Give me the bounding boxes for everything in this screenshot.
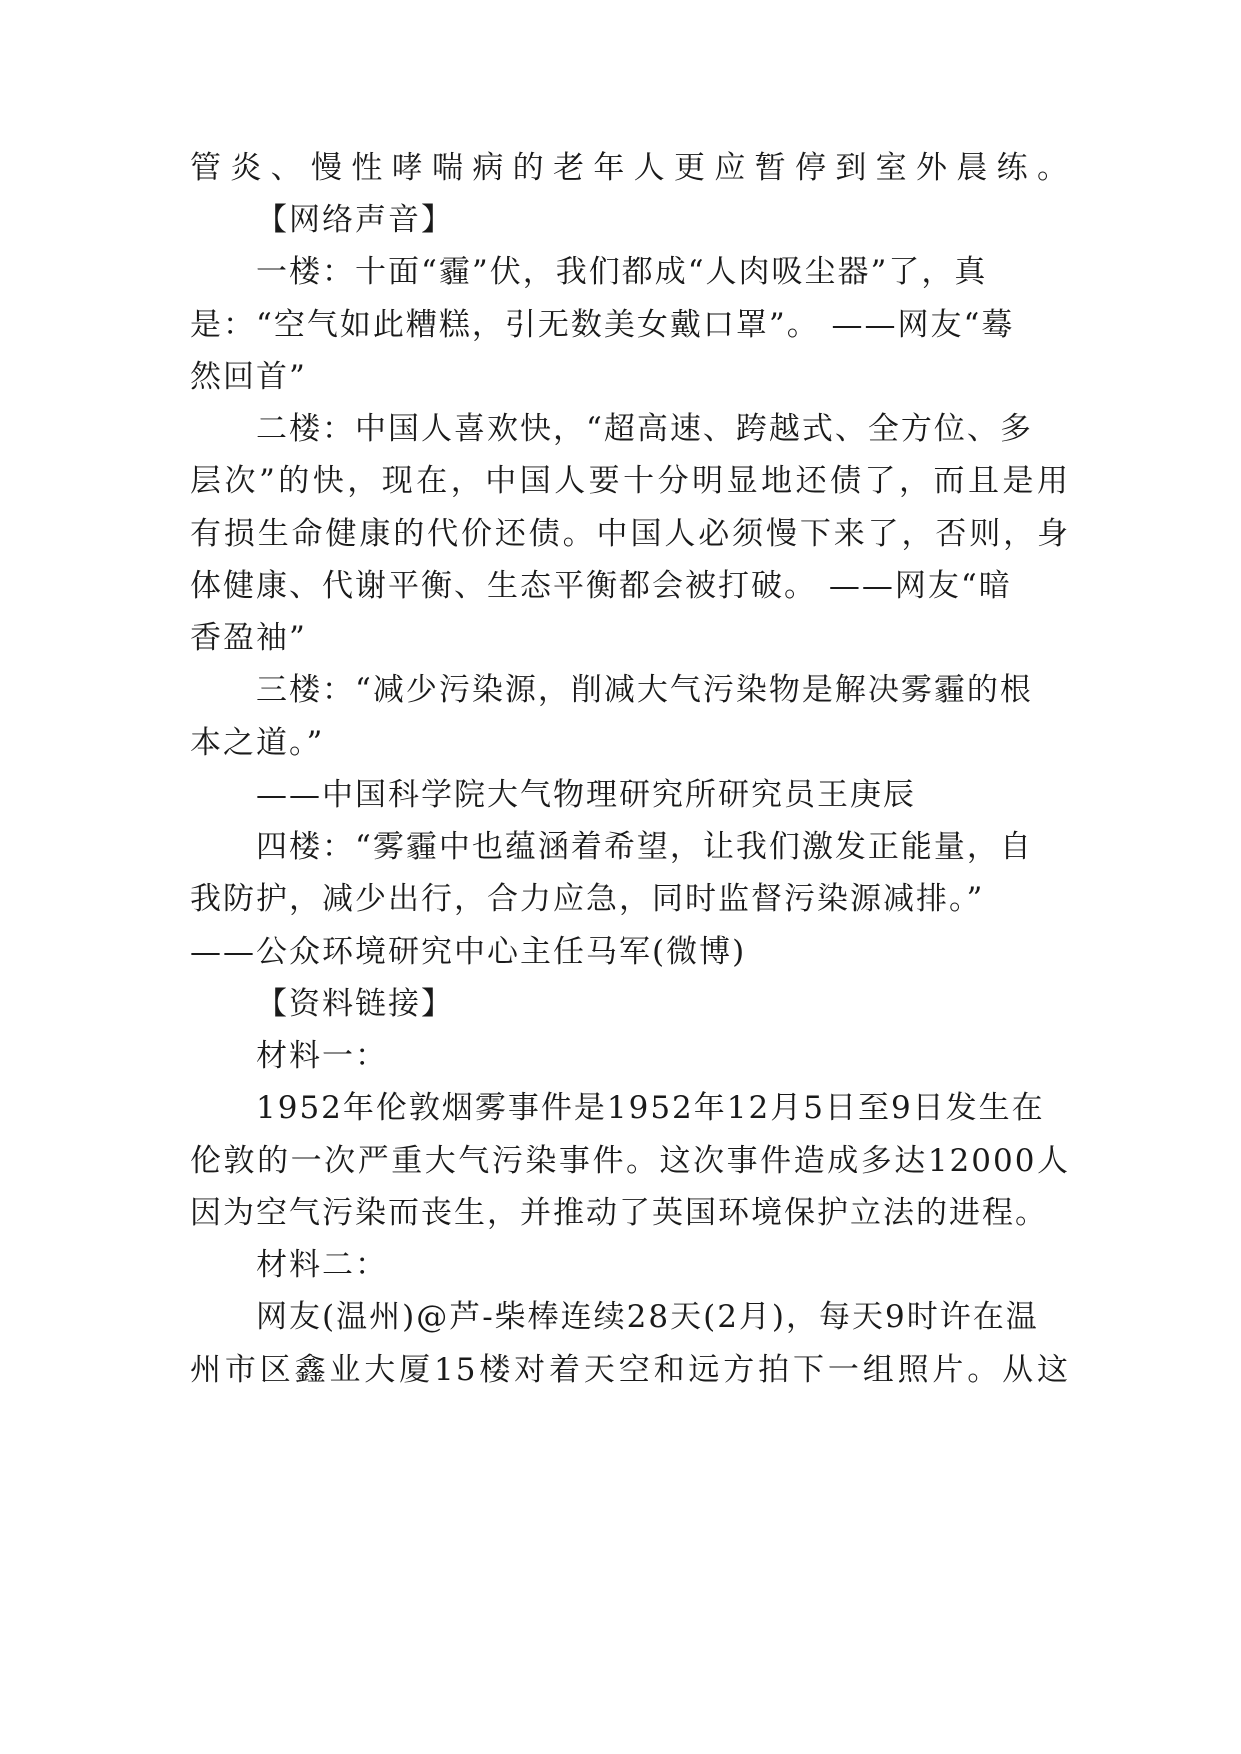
text-line: 一楼：十面“霾”伏，我们都成“人肉吸尘器”了，真 [256, 254, 988, 290]
material-label: 材料二： [256, 1247, 388, 1283]
text-line: 本之道。” [190, 725, 325, 761]
section-heading: 【网络声音】 [256, 202, 454, 238]
text-line: 网友(温州)@芦-柴棒连续28天(2月)，每天9时许在温 [256, 1299, 1039, 1335]
text-line: 四楼：“雾霾中也蕴涵着希望，让我们激发正能量，自 [256, 829, 1033, 865]
text-line: 然回首” [190, 359, 307, 395]
section-heading: 【资料链接】 [256, 986, 454, 1022]
attribution-line: ——中国科学院大气物理研究所研究员王庚辰 [256, 777, 916, 813]
text-line: 管炎、慢性哮喘病的老年人更应暂停到室外晨练。 [190, 150, 1070, 186]
attribution-line: ——公众环境研究中心主任马军(微博) [190, 934, 747, 970]
text-line: 州市区鑫业大厦15楼对着天空和远方拍下一组照片。从这 [190, 1352, 1070, 1388]
text-line: 层次”的快，现在，中国人要十分明显地还债了，而且是用 [190, 463, 1070, 499]
text-line: 香盈袖” [190, 620, 307, 656]
text-line: 有损生命健康的代价还债。中国人必须慢下来了，否则，身 [190, 516, 1070, 552]
text-line: 1952年伦敦烟雾事件是1952年12月5日至9日发生在 [256, 1090, 1045, 1126]
text-line: 因为空气污染而丧生，并推动了英国环境保护立法的进程。 [190, 1195, 1048, 1231]
text-line: 体健康、代谢平衡、生态平衡都会被打破。 ——网友“暗 [190, 568, 1012, 604]
text-line: 二楼：中国人喜欢快，“超高速、跨越式、全方位、多 [256, 411, 1033, 447]
text-line: 是：“空气如此糟糕，引无数美女戴口罩”。 ——网友“蓦 [190, 307, 1015, 343]
material-label: 材料一： [256, 1038, 388, 1074]
text-line: 三楼：“减少污染源，削减大气污染物是解决雾霾的根 [256, 672, 1033, 708]
text-line: 伦敦的一次严重大气污染事件。这次事件造成多达12000人 [190, 1143, 1070, 1179]
text-line: 我防护，减少出行，合力应急，同时监督污染源减排。” [190, 881, 985, 917]
